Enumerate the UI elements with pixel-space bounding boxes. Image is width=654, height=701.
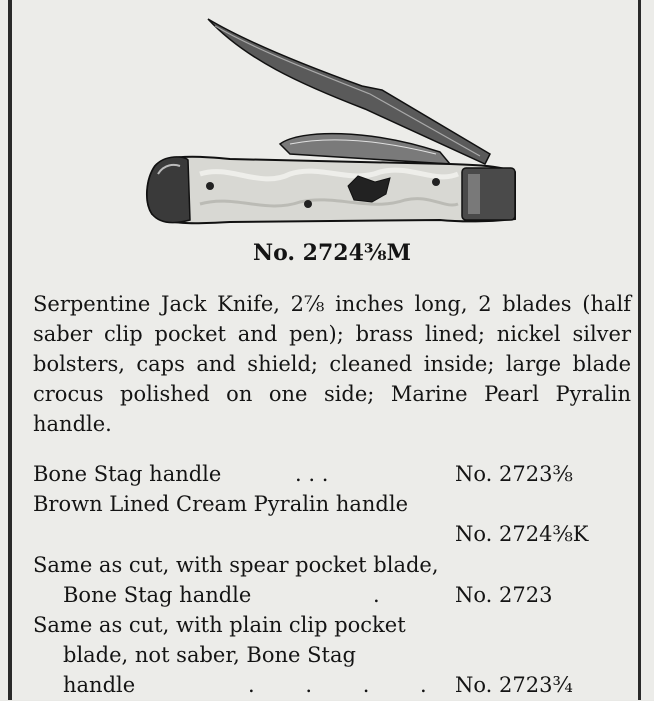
variant-text: handle: [63, 673, 136, 698]
variant-line: [33, 670, 631, 700]
right-border-rule: [638, 0, 641, 700]
variant-text: Bone Stag handle: [63, 582, 252, 607]
variant-number: No. 2723⅜: [455, 462, 573, 486]
knife-illustration: [140, 14, 530, 229]
left-border-rule: [8, 0, 12, 700]
variant-line: [33, 550, 631, 580]
variant-line: [33, 580, 631, 610]
model-number: No. 2724⅜M: [252, 240, 412, 266]
variant-text: Brown Lined Cream Pyralin handle: [33, 492, 409, 517]
variant-text: blade, not saber, Bone Stag: [63, 643, 356, 668]
leader-dots: . . .: [295, 462, 329, 486]
variant-number: No. 2724⅜K: [455, 522, 589, 547]
leader-dots: . . . .: [248, 673, 449, 698]
variant-line: [33, 519, 631, 549]
variant-text: Same as cut, with plain clip pocket: [33, 612, 406, 637]
variant-text: Bone Stag handle: [33, 462, 222, 486]
variant-line: [33, 489, 631, 519]
variant-number: No. 2723¾: [455, 673, 573, 698]
variant-text: Same as cut, with spear pocket blade,: [33, 552, 439, 577]
variant-list: [33, 459, 631, 701]
variant-line: [33, 640, 631, 670]
variant-number: No. 2723: [455, 582, 553, 607]
variant-line: [33, 610, 631, 640]
leader-dots: .: [373, 582, 380, 607]
variant-line: [33, 459, 631, 489]
product-description: Serpentine Jack Knife, 2⅞ inches long, 2 blades (half saber clip pocket and pen); brass lined; nickel silver bolsters, caps and shield; cleaned inside; large blade crocus polished on one side; Marine Pearl Pyralin handle.: [33, 292, 631, 436]
